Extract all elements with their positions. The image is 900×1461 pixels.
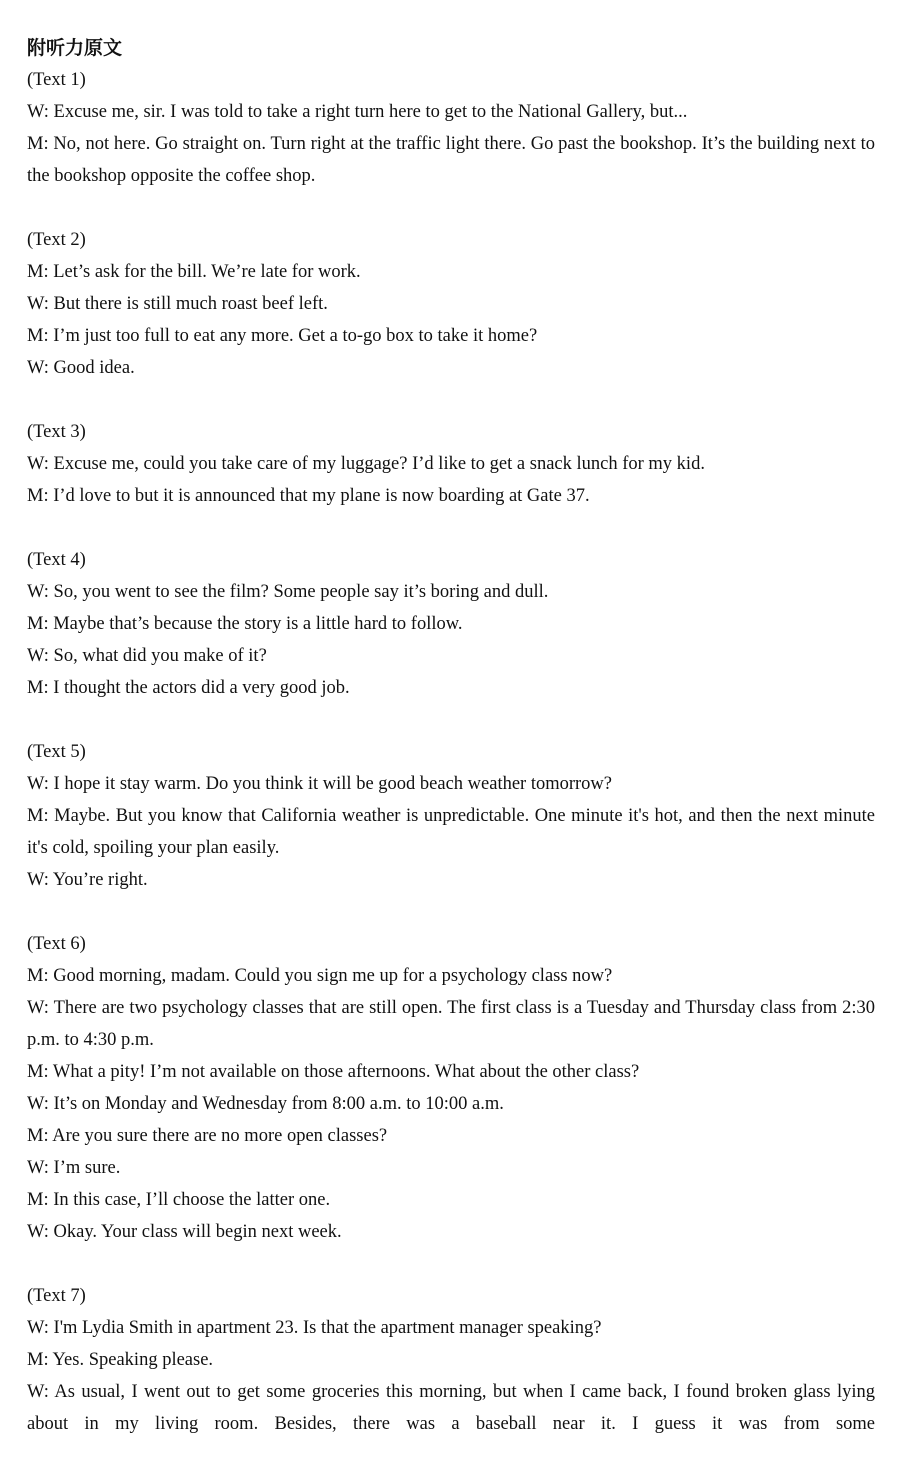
speaker-label: M: — [27, 806, 49, 826]
dialogue-section-5 — [27, 736, 875, 896]
speaker-label: W: — [27, 1318, 49, 1338]
dialogue-line — [27, 992, 875, 1056]
dialogue-line — [27, 448, 875, 480]
utterance-text: I thought the actors did a very good job. — [53, 678, 350, 698]
speaker-label: W: — [27, 294, 49, 314]
utterance-text: Good idea. — [53, 358, 135, 378]
page-title: 附听力原文 — [27, 37, 123, 59]
utterance-text: What a pity! I’m not available on those afternoons. What about the other class? — [52, 1062, 640, 1082]
utterance-text: So, what did you make of it? — [53, 646, 267, 666]
speaker-label: M: — [27, 1350, 49, 1370]
utterance-text: I’m just too full to eat any more. Get a to-go box to take it home? — [53, 326, 538, 346]
utterance-text: Maybe that’s because the story is a little hard to follow. — [53, 614, 463, 634]
dialogue-line — [27, 96, 875, 128]
speaker-label: W: — [27, 358, 49, 378]
dialogue-section-2 — [27, 224, 875, 384]
utterance-text: As usual, I went out to get some groceries this morning, but when I came back, I found broken glass lying about in my living room. Besides, there was a baseball near it. I guess it was from some — [27, 1382, 876, 1434]
speaker-label: M: — [27, 1062, 49, 1082]
speaker-label: M: — [27, 966, 49, 986]
speaker-label: W: — [27, 774, 49, 794]
dialogue-line — [27, 1216, 875, 1248]
section-label: (Text 2) — [27, 230, 86, 250]
section-label: (Text 4) — [27, 550, 86, 570]
speaker-label: W: — [27, 1382, 49, 1402]
dialogue-line — [27, 1376, 875, 1440]
dialogue-section-7 — [27, 1280, 875, 1440]
dialogue-line — [27, 608, 875, 640]
utterance-text: Yes. Speaking please. — [52, 1350, 214, 1370]
speaker-label: M: — [27, 262, 49, 282]
section-label: (Text 7) — [27, 1286, 86, 1306]
dialogue-line — [27, 768, 875, 800]
speaker-label: W: — [27, 582, 49, 602]
utterance-text: So, you went to see the film? Some people say it’s boring and dull. — [53, 582, 549, 602]
utterance-text: Are you sure there are no more open classes? — [52, 1126, 388, 1146]
dialogue-line — [27, 864, 875, 896]
utterance-text: Let’s ask for the bill. We’re late for work. — [53, 262, 361, 282]
dialogue-line — [27, 1088, 875, 1120]
dialogue-line — [27, 1184, 875, 1216]
speaker-label: M: — [27, 134, 49, 154]
dialogue-line — [27, 576, 875, 608]
utterance-text: Good morning, madam. Could you sign me up for a psychology class now? — [53, 966, 613, 986]
dialogue-line — [27, 1152, 875, 1184]
speaker-label: W: — [27, 454, 49, 474]
transcript-page — [27, 32, 875, 1440]
speaker-label: M: — [27, 1190, 49, 1210]
section-label: (Text 3) — [27, 422, 86, 442]
utterance-text: There are two psychology classes that are still open. The first class is a Tuesday and Thursday class from 2:30 p.m. to 4:30 p.m. — [27, 998, 875, 1050]
utterance-text: I’d love to but it is announced that my plane is now boarding at Gate 37. — [53, 486, 590, 506]
dialogue-section-3 — [27, 416, 875, 512]
speaker-label: W: — [27, 102, 49, 122]
dialogue-line — [27, 960, 875, 992]
speaker-label: W: — [27, 1222, 49, 1242]
dialogue-section-4 — [27, 544, 875, 704]
dialogue-line — [27, 1312, 875, 1344]
speaker-label: M: — [27, 614, 49, 634]
dialogue-section-6 — [27, 928, 875, 1248]
speaker-label: M: — [27, 326, 49, 346]
dialogue-section-1 — [27, 64, 875, 192]
utterance-text: Okay. Your class will begin next week. — [53, 1222, 342, 1242]
utterance-text: No, not here. Go straight on. Turn right at the traffic light there. Go past the bookshop. It’s the building next to the bookshop opposite the coffee shop. — [27, 134, 875, 186]
utterance-text: I’m sure. — [53, 1158, 121, 1178]
dialogue-line — [27, 480, 875, 512]
section-label: (Text 6) — [27, 934, 86, 954]
dialogue-line — [27, 1344, 875, 1376]
speaker-label: M: — [27, 486, 49, 506]
utterance-text: You’re right. — [52, 870, 148, 890]
speaker-label: W: — [27, 998, 49, 1018]
dialogue-line — [27, 672, 875, 704]
speaker-label: M: — [27, 678, 49, 698]
utterance-text: I hope it stay warm. Do you think it will be good beach weather tomorrow? — [53, 774, 613, 794]
utterance-text: It’s on Monday and Wednesday from 8:00 a.m. to 10:00 a.m. — [53, 1094, 504, 1114]
speaker-label: W: — [27, 870, 49, 890]
utterance-text: I'm Lydia Smith in apartment 23. Is that the apartment manager speaking? — [53, 1318, 602, 1338]
dialogue-line — [27, 288, 875, 320]
speaker-label: M: — [27, 1126, 49, 1146]
utterance-text: Excuse me, sir. I was told to take a right turn here to get to the National Gallery, but... — [53, 102, 688, 122]
speaker-label: W: — [27, 646, 49, 666]
dialogue-line — [27, 800, 875, 864]
dialogue-line — [27, 352, 875, 384]
utterance-text: In this case, I’ll choose the latter one. — [53, 1190, 331, 1210]
utterance-text: Excuse me, could you take care of my luggage? I’d like to get a snack lunch for my kid. — [53, 454, 705, 474]
utterance-text: But there is still much roast beef left. — [53, 294, 328, 314]
speaker-label: W: — [27, 1094, 49, 1114]
dialogue-line — [27, 128, 875, 192]
dialogue-line — [27, 256, 875, 288]
utterance-text: Maybe. But you know that California weather is unpredictable. One minute it's hot, and then the next minute it's cold, spoiling your plan easily. — [27, 806, 875, 858]
dialogue-line — [27, 640, 875, 672]
dialogue-line — [27, 320, 875, 352]
dialogue-line — [27, 1056, 875, 1088]
section-label: (Text 5) — [27, 742, 86, 762]
speaker-label: W: — [27, 1158, 49, 1178]
section-label: (Text 1) — [27, 70, 86, 90]
dialogue-line — [27, 1120, 875, 1152]
